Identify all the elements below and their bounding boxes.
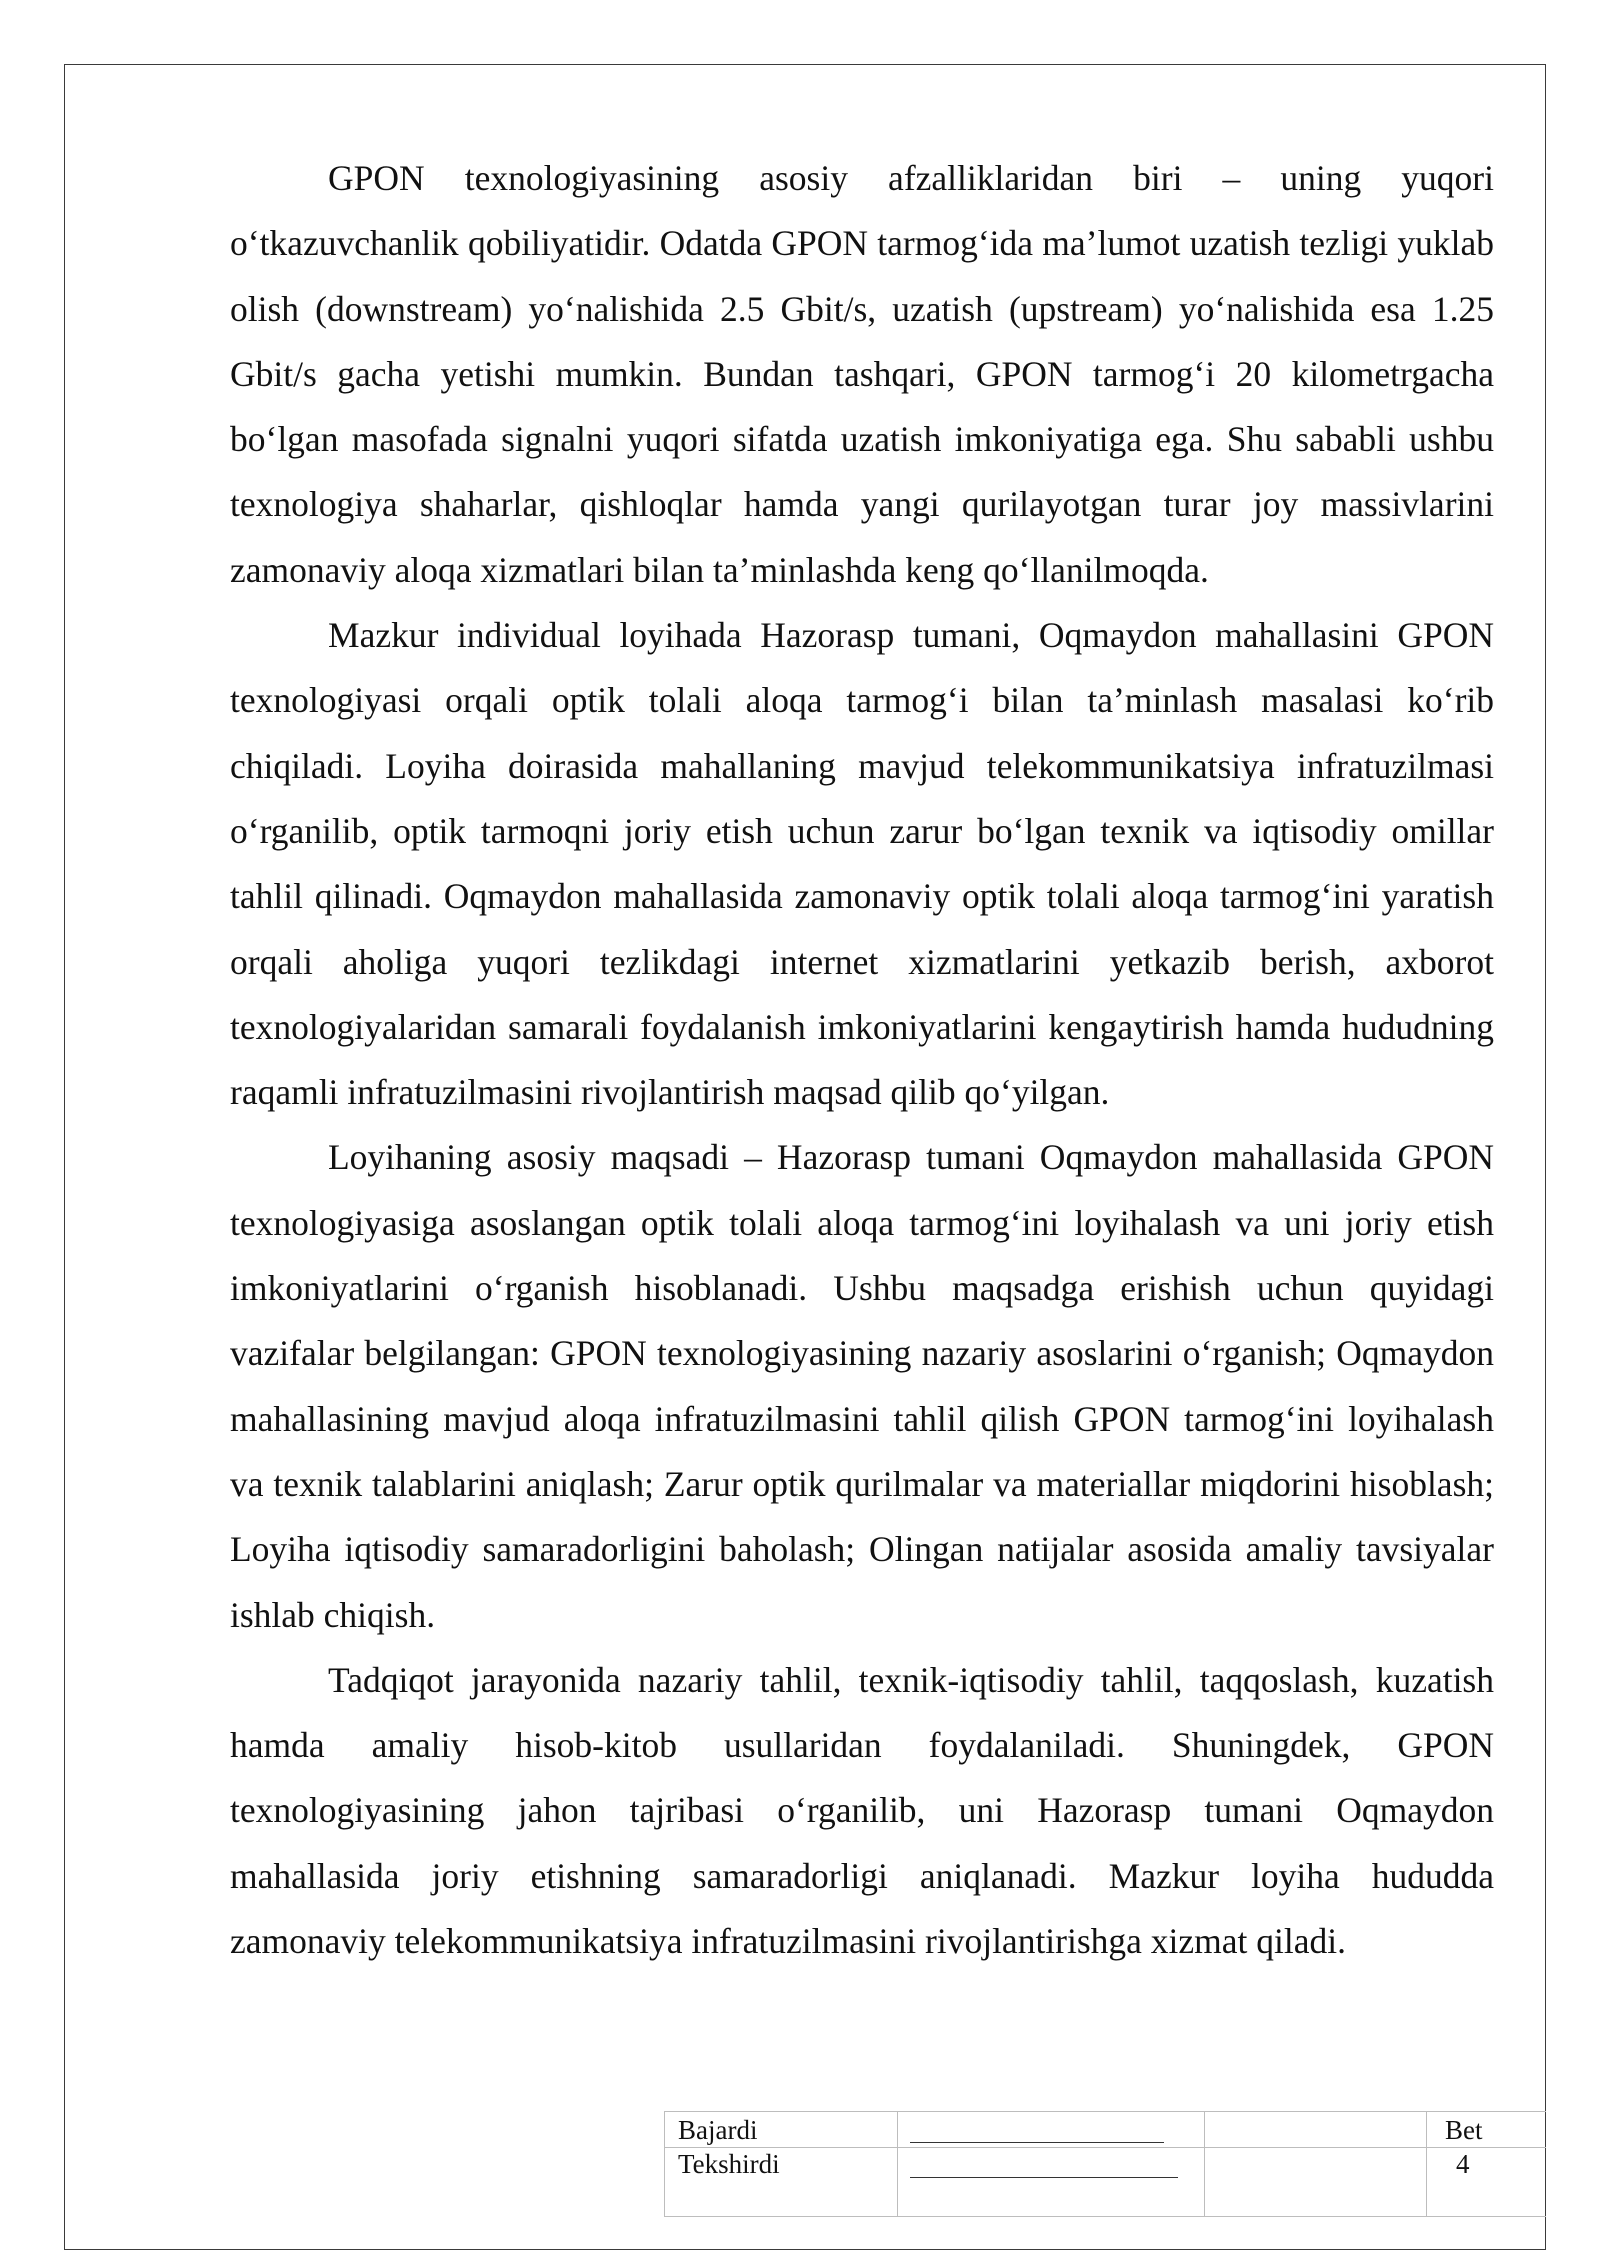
page-number: 4 <box>1456 2149 1470 2179</box>
stamp-col-divider <box>1204 2111 1205 2217</box>
stamp-bottom-border <box>664 2216 1546 2217</box>
page-label: Bet <box>1445 2115 1483 2145</box>
stamp-top-border <box>664 2111 1546 2112</box>
document-body <box>230 146 1494 1974</box>
stamp-col-divider <box>897 2111 898 2217</box>
stamp-row-divider <box>664 2147 1546 2148</box>
paragraph: Mazkur individual loyihada Hazorasp tumani, Oqmaydon mahallasini GPON texnologiyasi orqali optik tolali aloqa tarmog‘i bilan ta’minlash masalasi ko‘rib chiqiladi. Loyiha doirasida mahallaning mavjud telekommunikatsiya infratuzilmasi o‘rganilib, optik tarmoqni joriy etish uchun zarur bo‘lgan texnik va iqtisodiy omillar tahlil qilinadi. Oqmaydon mahallasida zamonaviy optik tolali aloqa tarmog‘ini yaratish orqali aholiga yuqori tezlikdagi internet xizmatlarini yetkazib berish, axborot texnologiyalaridan samarali foydalanish imkoniyatlarini kengaytirish hamda hududning raqamli infratuzilmasini rivojlantirish maqsad qilib qo‘yilgan. <box>230 615 1494 1113</box>
title-block-stamp <box>664 2111 1546 2217</box>
stamp-col-divider <box>1426 2111 1427 2217</box>
paragraph: Tadqiqot jarayonida nazariy tahlil, texnik-iqtisodiy tahlil, taqqoslash, kuzatish hamda amaliy hisob-kitob usullaridan foydalaniladi. Shuningdek, GPON texnologiyasining jahon tajribasi o‘rganilib, uni Hazorasp tumani Oqmaydon mahallasida joriy etishning samaradorligi aniqlanadi. Mazkur loyiha hududda zamonaviy telekommunikatsiya infratuzilmasini rivojlantirishga xizmat qiladi. <box>230 1659 1494 1962</box>
paragraph: GPON texnologiyasining asosiy afzalliklaridan biri – uning yuqori o‘tkazuvchanlik qobiliyatidir. Odatda GPON tarmog‘ida ma’lumot uzatish tezligi yuklab olish (downstream) yo‘nalishida 2.5 Gbit/s, uzatish (upstream) yo‘nalishida esa 1.25 Gbit/s gacha yetishi mumkin. Bundan tashqari, GPON tarmog‘i 20 kilometrgacha bo‘lgan masofada signalni yuqori sifatda uzatish imkoniyatiga ega. Shu sababli ushbu texnologiya shaharlar, qishloqlar hamda yangi qurilayotgan turar joy massivlarini zamonaviy aloqa xizmatlari bilan ta’minlashda keng qo‘llanilmoqda. <box>230 158 1494 590</box>
performed-signature-line <box>910 2142 1164 2143</box>
performed-label: Bajardi <box>678 2115 758 2145</box>
checked-signature-line <box>910 2177 1178 2178</box>
checked-label: Tekshirdi <box>678 2149 780 2179</box>
paragraph: Loyihaning asosiy maqsadi – Hazorasp tumani Oqmaydon mahallasida GPON texnologiyasiga asoslangan optik tolali aloqa tarmog‘ini loyihalash va uni joriy etish imkoniyatlarini o‘rganish hisoblanadi. Ushbu maqsadga erishish uchun quyidagi vazifalar belgilangan: GPON texnologiyasining nazariy asoslarini o‘rganish; Oqmaydon mahallasining mavjud aloqa infratuzilmasini tahlil qilish GPON tarmog‘ini loyihalash va texnik talablarini aniqlash; Zarur optik qurilmalar va materiallar miqdorini hisoblash; Loyiha iqtisodiy samaradorligini baholash; Olingan natijalar asosida amaliy tavsiyalar ishlab chiqish. <box>230 1137 1494 1635</box>
stamp-col-divider <box>664 2111 665 2217</box>
